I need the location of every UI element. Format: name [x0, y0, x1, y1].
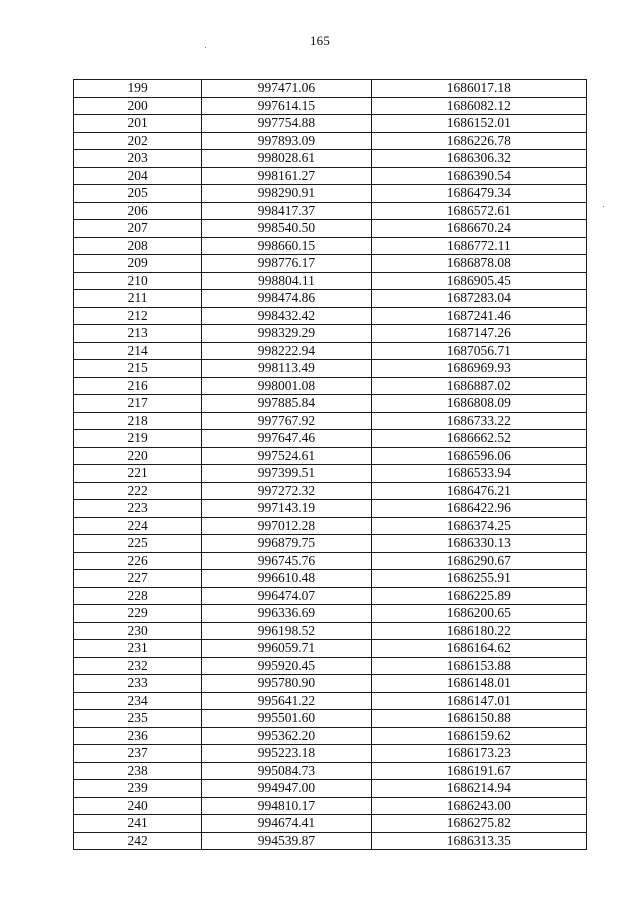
point-number-cell: 236: [74, 727, 202, 745]
table-row: [74, 692, 587, 710]
y-coordinate-cell: 1686200.65: [371, 605, 586, 623]
scan-speck: [603, 206, 604, 207]
coordinates-table-body: [74, 80, 587, 850]
table-row: [74, 745, 587, 763]
table-row: [74, 430, 587, 448]
y-coordinate-cell: 1686476.21: [371, 482, 586, 500]
y-coordinate-cell: 1686572.61: [371, 202, 586, 220]
table-row: [74, 447, 587, 465]
table-row: [74, 482, 587, 500]
x-coordinate-cell: 998028.61: [202, 150, 371, 168]
point-number-cell: 205: [74, 185, 202, 203]
point-number-cell: 217: [74, 395, 202, 413]
y-coordinate-cell: 1687056.71: [371, 342, 586, 360]
point-number-cell: 200: [74, 97, 202, 115]
table-row: [74, 832, 587, 850]
y-coordinate-cell: 1686313.35: [371, 832, 586, 850]
x-coordinate-cell: 997885.84: [202, 395, 371, 413]
x-coordinate-cell: 996879.75: [202, 535, 371, 553]
x-coordinate-cell: 995920.45: [202, 657, 371, 675]
table-row: [74, 342, 587, 360]
y-coordinate-cell: 1686596.06: [371, 447, 586, 465]
x-coordinate-cell: 997767.92: [202, 412, 371, 430]
point-number-cell: 215: [74, 360, 202, 378]
x-coordinate-cell: 994674.41: [202, 815, 371, 833]
table-row: [74, 150, 587, 168]
y-coordinate-cell: 1686180.22: [371, 622, 586, 640]
y-coordinate-cell: 1686479.34: [371, 185, 586, 203]
x-coordinate-cell: 996336.69: [202, 605, 371, 623]
x-coordinate-cell: 998222.94: [202, 342, 371, 360]
table-row: [74, 640, 587, 658]
point-number-cell: 203: [74, 150, 202, 168]
x-coordinate-cell: 994810.17: [202, 797, 371, 815]
table-row: [74, 132, 587, 150]
x-coordinate-cell: 995362.20: [202, 727, 371, 745]
point-number-cell: 218: [74, 412, 202, 430]
scan-speck: [205, 47, 206, 48]
table-row: [74, 797, 587, 815]
y-coordinate-cell: 1686148.01: [371, 675, 586, 693]
table-row: [74, 552, 587, 570]
x-coordinate-cell: 994947.00: [202, 780, 371, 798]
x-coordinate-cell: 995780.90: [202, 675, 371, 693]
table-row: [74, 412, 587, 430]
coordinates-table: [73, 79, 587, 850]
y-coordinate-cell: 1686153.88: [371, 657, 586, 675]
table-row: [74, 307, 587, 325]
table-row: [74, 762, 587, 780]
x-coordinate-cell: 997893.09: [202, 132, 371, 150]
y-coordinate-cell: 1686159.62: [371, 727, 586, 745]
x-coordinate-cell: 995223.18: [202, 745, 371, 763]
y-coordinate-cell: 1686772.11: [371, 237, 586, 255]
y-coordinate-cell: 1686330.13: [371, 535, 586, 553]
page-number: 165: [309, 33, 331, 48]
point-number-cell: 231: [74, 640, 202, 658]
table-row: [74, 570, 587, 588]
point-number-cell: 222: [74, 482, 202, 500]
point-number-cell: 220: [74, 447, 202, 465]
x-coordinate-cell: 998001.08: [202, 377, 371, 395]
point-number-cell: 239: [74, 780, 202, 798]
y-coordinate-cell: 1686290.67: [371, 552, 586, 570]
x-coordinate-cell: 998417.37: [202, 202, 371, 220]
x-coordinate-cell: 997754.88: [202, 115, 371, 133]
table-row: [74, 290, 587, 308]
point-number-cell: 207: [74, 220, 202, 238]
y-coordinate-cell: 1686969.93: [371, 360, 586, 378]
y-coordinate-cell: 1686808.09: [371, 395, 586, 413]
y-coordinate-cell: 1686662.52: [371, 430, 586, 448]
point-number-cell: 211: [74, 290, 202, 308]
table-row: [74, 815, 587, 833]
x-coordinate-cell: 998804.11: [202, 272, 371, 290]
point-number-cell: 208: [74, 237, 202, 255]
table-row: [74, 780, 587, 798]
x-coordinate-cell: 998113.49: [202, 360, 371, 378]
y-coordinate-cell: 1687283.04: [371, 290, 586, 308]
point-number-cell: 221: [74, 465, 202, 483]
y-coordinate-cell: 1686147.01: [371, 692, 586, 710]
point-number-cell: 227: [74, 570, 202, 588]
table-row: [74, 500, 587, 518]
y-coordinate-cell: 1686733.22: [371, 412, 586, 430]
y-coordinate-cell: 1686226.78: [371, 132, 586, 150]
table-row: [74, 622, 587, 640]
point-number-cell: 202: [74, 132, 202, 150]
x-coordinate-cell: 995501.60: [202, 710, 371, 728]
x-coordinate-cell: 998776.17: [202, 255, 371, 273]
x-coordinate-cell: 998540.50: [202, 220, 371, 238]
table-row: [74, 465, 587, 483]
x-coordinate-cell: 996745.76: [202, 552, 371, 570]
table-row: [74, 657, 587, 675]
y-coordinate-cell: 1686533.94: [371, 465, 586, 483]
point-number-cell: 235: [74, 710, 202, 728]
table-row: [74, 360, 587, 378]
y-coordinate-cell: 1687241.46: [371, 307, 586, 325]
x-coordinate-cell: 997012.28: [202, 517, 371, 535]
point-number-cell: 233: [74, 675, 202, 693]
point-number-cell: 237: [74, 745, 202, 763]
point-number-cell: 216: [74, 377, 202, 395]
x-coordinate-cell: 998329.29: [202, 325, 371, 343]
y-coordinate-cell: 1686670.24: [371, 220, 586, 238]
y-coordinate-cell: 1686306.32: [371, 150, 586, 168]
table-row: [74, 185, 587, 203]
point-number-cell: 224: [74, 517, 202, 535]
table-row: [74, 395, 587, 413]
y-coordinate-cell: 1686878.08: [371, 255, 586, 273]
x-coordinate-cell: 998161.27: [202, 167, 371, 185]
y-coordinate-cell: 1686082.12: [371, 97, 586, 115]
point-number-cell: 234: [74, 692, 202, 710]
y-coordinate-cell: 1686422.96: [371, 500, 586, 518]
table-row: [74, 605, 587, 623]
point-number-cell: 201: [74, 115, 202, 133]
point-number-cell: 240: [74, 797, 202, 815]
point-number-cell: 214: [74, 342, 202, 360]
point-number-cell: 238: [74, 762, 202, 780]
table-row: [74, 675, 587, 693]
table-row: [74, 115, 587, 133]
point-number-cell: 210: [74, 272, 202, 290]
x-coordinate-cell: 996059.71: [202, 640, 371, 658]
table-row: [74, 535, 587, 553]
point-number-cell: 223: [74, 500, 202, 518]
y-coordinate-cell: 1686275.82: [371, 815, 586, 833]
table-row: [74, 710, 587, 728]
x-coordinate-cell: 998660.15: [202, 237, 371, 255]
table-row: [74, 255, 587, 273]
x-coordinate-cell: 995084.73: [202, 762, 371, 780]
table-row: [74, 727, 587, 745]
y-coordinate-cell: 1686887.02: [371, 377, 586, 395]
x-coordinate-cell: 997272.32: [202, 482, 371, 500]
table-row: [74, 237, 587, 255]
point-number-cell: 232: [74, 657, 202, 675]
point-number-cell: 204: [74, 167, 202, 185]
y-coordinate-cell: 1686390.54: [371, 167, 586, 185]
y-coordinate-cell: 1686191.67: [371, 762, 586, 780]
point-number-cell: 212: [74, 307, 202, 325]
x-coordinate-cell: 994539.87: [202, 832, 371, 850]
point-number-cell: 206: [74, 202, 202, 220]
table-row: [74, 167, 587, 185]
point-number-cell: 199: [74, 80, 202, 98]
table-row: [74, 202, 587, 220]
x-coordinate-cell: 997143.19: [202, 500, 371, 518]
point-number-cell: 241: [74, 815, 202, 833]
y-coordinate-cell: 1686225.89: [371, 587, 586, 605]
table-row: [74, 220, 587, 238]
x-coordinate-cell: 995641.22: [202, 692, 371, 710]
y-coordinate-cell: 1686173.23: [371, 745, 586, 763]
x-coordinate-cell: 996474.07: [202, 587, 371, 605]
x-coordinate-cell: 998432.42: [202, 307, 371, 325]
x-coordinate-cell: 996610.48: [202, 570, 371, 588]
point-number-cell: 229: [74, 605, 202, 623]
table-row: [74, 587, 587, 605]
table-row: [74, 325, 587, 343]
x-coordinate-cell: 998290.91: [202, 185, 371, 203]
y-coordinate-cell: 1686243.00: [371, 797, 586, 815]
y-coordinate-cell: 1686214.94: [371, 780, 586, 798]
table-row: [74, 97, 587, 115]
y-coordinate-cell: 1686017.18: [371, 80, 586, 98]
x-coordinate-cell: 997524.61: [202, 447, 371, 465]
table-row: [74, 272, 587, 290]
x-coordinate-cell: 997614.15: [202, 97, 371, 115]
y-coordinate-cell: 1686150.88: [371, 710, 586, 728]
point-number-cell: 230: [74, 622, 202, 640]
x-coordinate-cell: 997647.46: [202, 430, 371, 448]
point-number-cell: 225: [74, 535, 202, 553]
x-coordinate-cell: 997471.06: [202, 80, 371, 98]
point-number-cell: 242: [74, 832, 202, 850]
x-coordinate-cell: 998474.86: [202, 290, 371, 308]
point-number-cell: 219: [74, 430, 202, 448]
y-coordinate-cell: 1686152.01: [371, 115, 586, 133]
x-coordinate-cell: 996198.52: [202, 622, 371, 640]
table-row: [74, 377, 587, 395]
table-row: [74, 80, 587, 98]
y-coordinate-cell: 1687147.26: [371, 325, 586, 343]
point-number-cell: 226: [74, 552, 202, 570]
y-coordinate-cell: 1686905.45: [371, 272, 586, 290]
table-row: [74, 517, 587, 535]
point-number-cell: 209: [74, 255, 202, 273]
point-number-cell: 228: [74, 587, 202, 605]
x-coordinate-cell: 997399.51: [202, 465, 371, 483]
point-number-cell: 213: [74, 325, 202, 343]
y-coordinate-cell: 1686164.62: [371, 640, 586, 658]
y-coordinate-cell: 1686255.91: [371, 570, 586, 588]
y-coordinate-cell: 1686374.25: [371, 517, 586, 535]
